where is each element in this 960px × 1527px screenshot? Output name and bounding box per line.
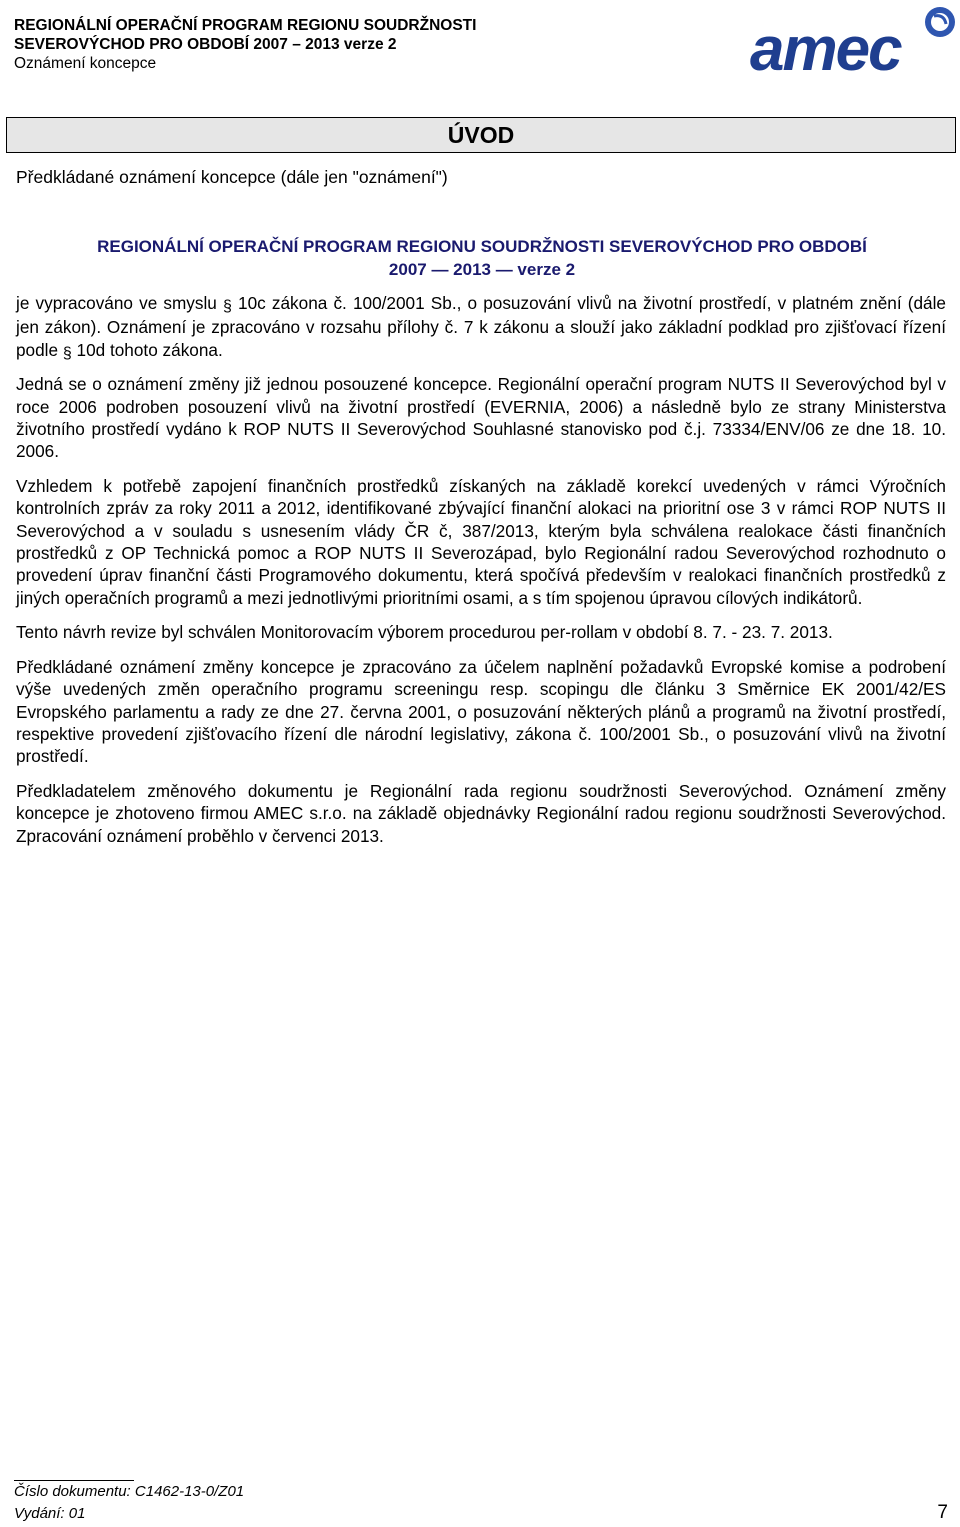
paragraph-4: Tento návrh revize byl schválen Monitorovacím výborem procedurou per-rollam v období 8. 7. - 23. 7. 2013. xyxy=(16,622,833,643)
page-number: 7 xyxy=(937,1502,948,1523)
footer-doc-number: Číslo dokumentu: C1462-13-0/Z01 xyxy=(14,1483,245,1500)
header-line-1: REGIONÁLNÍ OPERAČNÍ PROGRAM REGIONU SOUDRŽNOSTI xyxy=(14,17,477,34)
paragraph-1 xyxy=(16,292,946,363)
header-line-3: Oznámení koncepce xyxy=(14,55,157,72)
footer-issue: Vydání: 01 xyxy=(14,1505,86,1522)
section-sign: § xyxy=(62,344,72,362)
program-title-line-1: REGIONÁLNÍ OPERAČNÍ PROGRAM REGIONU SOUDRŽNOSTI SEVEROVÝCHOD PRO OBDOBÍ xyxy=(97,237,867,256)
section-title: ÚVOD xyxy=(447,122,515,148)
intro-line: Předkládané oznámení koncepce (dále jen "oznámení") xyxy=(16,167,448,187)
paragraph-1-part-b: 10c zákona č. 100/2001 Sb., o posuzování vlivů na životní prostředí, v platném znění (dále jen zákon). Oznámení je zpracováno v rozsahu přílohy č. 7 k zákonu a slouží jako základní podklad pro zjišťovací řízení podle xyxy=(16,293,946,360)
paragraph-3: Vzhledem k potřebě zapojení finančních prostředků získaných na základě korekcí uvedených v rámci Výročních kontrolních zpráv za roky 2011 a 2012, identifikované zbývající finanční alokaci na prioritní ose 3 v rámci ROP NUTS II Severovýchod a v souladu s usnesením vlády ČR č, 387/2013, kterým byla schválena realokace části finančních prostředků z OP Technická pomoc a ROP NUTS II Severozápad, bylo Regionální radou Severovýchod rozhodnuto o provedení úprav finanční části Programového dokumentu, která spočívá především v realokaci finančních prostředků z jiných operačních programů a mezi jednotlivými prioritními osami, a s tím spojenou úpravou cílových indikátorů. xyxy=(16,475,946,608)
paragraph-6: Předkladatelem změnového dokumentu je Regionální rada regionu soudržnosti Severovýchod. Oznámení změny koncepce je zhotoveno firmou AMEC s.r.o. na základě objednávky Regionální radou regionu soudržnosti Severovýchod. Zpracování oznámení proběhlo v červenci 2013. xyxy=(16,780,946,846)
page-header xyxy=(14,16,476,73)
paragraph-2: Jedná se o oznámení změny již jednou posouzené koncepce. Regionální operační program NUTS II Severovýchod byl v roce 2006 podroben posouzení vlivů na životní prostředí (EVERNIA, 2006) a následně bylo ze strany Ministerstva životního prostředí vydáno k ROP NUTS II Severovýchod Souhlasné stanovisko pod č.j. 73334/ENV/06 ze dne 18. 10. 2006. xyxy=(16,374,946,462)
program-title xyxy=(16,235,948,281)
logo-wordmark: amec xyxy=(750,15,901,78)
paragraph-1-part-a: je vypracováno ve smyslu xyxy=(16,293,224,313)
paragraph-1-part-c: 10d tohoto zákona. xyxy=(71,339,223,360)
section-sign: § xyxy=(223,298,232,315)
document-body xyxy=(16,292,946,859)
header-line-2: SEVEROVÝCHOD PRO OBDOBÍ 2007 – 2013 verze 2 xyxy=(14,36,397,53)
footer-divider xyxy=(14,1480,134,1481)
program-title-line-2: 2007 — 2013 — verze 2 xyxy=(388,260,576,279)
section-title-box xyxy=(6,117,956,153)
amec-logo xyxy=(748,2,958,78)
paragraph-5: Předkládané oznámení změny koncepce je zpracováno za účelem naplnění požadavků Evropské komise a podrobení výše uvedených změn operačního programu screeningu resp. scopingu dle článku 3 Směrnice EK 2001/42/ES Evropského parlamentu a rady ze dne 27. června 2001, o posuzování některých plánů a programů na životní prostředí, respektive provedení zjišťovacího řízení dle národní legislativy, zákona č. 100/2001 Sb., o posuzování vlivů na životní prostředí. xyxy=(16,656,946,767)
